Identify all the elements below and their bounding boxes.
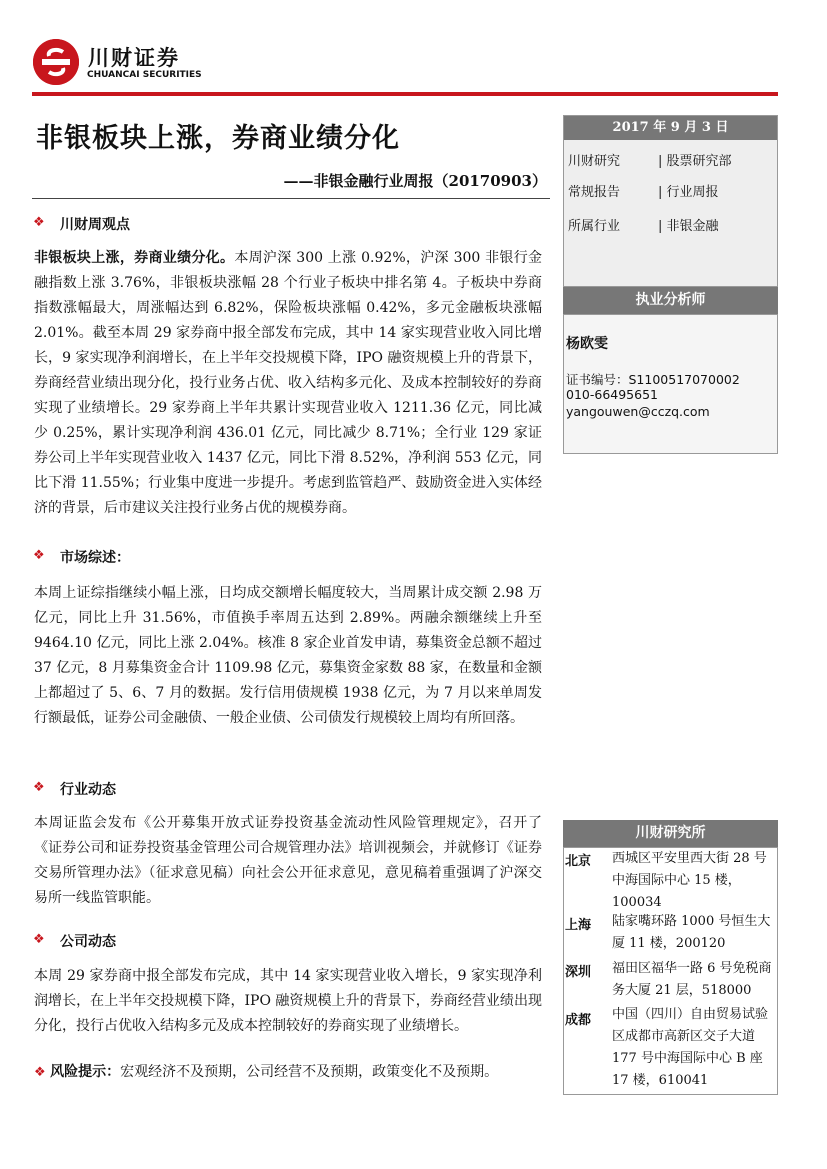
- brand-name-en: CHUANCAI SECURITIES: [87, 70, 202, 80]
- office-city: 成都: [565, 1013, 592, 1028]
- analyst-email[interactable]: yangouwen@cczq.com: [566, 404, 710, 419]
- bullet-diamond-icon: ❖: [34, 1065, 46, 1080]
- brand-name-cn: 川财证券: [88, 46, 180, 70]
- section-body: [34, 246, 542, 521]
- bullet-diamond-icon: ❖: [33, 215, 45, 230]
- section-heading: 行业动态: [60, 782, 116, 798]
- section-heading: 公司动态: [60, 934, 116, 950]
- office-address: 西城区平安里西大街 28 号中海国际中心 15 楼，100034: [612, 851, 767, 910]
- info-value: | 非银金融: [658, 219, 719, 234]
- section-heading: 川财周观点: [60, 217, 130, 233]
- section-body: 本周 29 家券商中报全部发布完成，其中 14 家实现营业收入增长，9 家实现净利润增长，在上半年交投规模下降，IPO 融资规模上升的背景下，券商经营业绩出现分化，投行占优收入结构多元及成本控制较好的券商实现了业绩增长。: [34, 968, 542, 1034]
- report-info-box: [563, 115, 778, 287]
- info-key: 常规报告: [568, 185, 621, 200]
- office-city: 上海: [565, 918, 592, 933]
- report-date: 2017 年 9 月 3 日: [564, 116, 777, 140]
- bullet-diamond-icon: ❖: [33, 548, 45, 563]
- section-lead: 非银板块上涨，券商业绩分化。: [34, 250, 235, 266]
- info-row: [568, 150, 732, 169]
- analyst-header: 执业分析师: [563, 287, 778, 314]
- section-heading: 市场综述：: [60, 550, 130, 566]
- report-title: 非银板块上涨，券商业绩分化: [36, 123, 400, 154]
- office-city: 北京: [565, 854, 592, 869]
- bullet-diamond-icon: ❖: [33, 780, 45, 795]
- office-city: 深圳: [565, 965, 592, 980]
- info-row: [568, 181, 719, 200]
- report-subtitle: ——非银金融行业周报（20170903）: [283, 172, 547, 190]
- section-body: 本周证监会发布《公开募集开放式证券投资基金流动性风险管理规定》，召开了《证券公司和证券投资基金管理公司合规管理办法》培训视频会，并就修订《证券交易所管理办法》（征求意见稿）向社会公开征求意见，意见稿着重强调了沪深交易所一线监管职能。: [34, 815, 542, 906]
- info-key: 所属行业: [568, 219, 621, 234]
- info-key: 川财研究: [568, 154, 621, 169]
- info-row: [568, 215, 719, 234]
- info-value: | 股票研究部: [658, 154, 732, 169]
- company-logo: [33, 39, 79, 85]
- info-value: | 行业周报: [658, 185, 719, 200]
- risk-text: 宏观经济不及预期，公司经营不及预期，政策变化不及预期。: [120, 1064, 499, 1080]
- institute-header: 川财研究所: [563, 820, 778, 847]
- analyst-name: 杨欧雯: [566, 336, 608, 352]
- bullet-diamond-icon: ❖: [33, 932, 45, 947]
- risk-note: [34, 1061, 554, 1081]
- title-divider: [32, 198, 550, 199]
- office-address: 陆家嘴环路 1000 号恒生大厦 11 楼，200120: [612, 914, 771, 951]
- office-address: 中国（四川）自由贸易试验区成都市高新区交子大道 177 号中海国际中心 B 座 17 楼，610041: [612, 1007, 769, 1088]
- office-address: 福田区福华一路 6 号免税商务大厦 21 层，518000: [612, 961, 772, 998]
- section-body: 本周上证综指继续小幅上涨，日均成交额增长幅度较大，当周累计成交额 2.98 万亿元，同比上升 31.56%，市值换手率周五达到 2.89%。两融余额继续上升至 9464.10 亿元，同比上涨 2.04%。核准 8 家企业首发申请，募集资金总额不超过 37 亿元，8 月募集资金合计 1109.98 亿元，募集资金家数 88 家，在数量和金额上都超过了 5、6、7 月的数据。发行信用债规模 1938 亿元，为 7 月以来单周发行额最低，证券公司金融债、一般企业债、公司债发行规模较上周均有所回落。: [34, 585, 542, 726]
- analyst-phone: 010-66495651: [566, 387, 658, 402]
- header-divider: [32, 92, 778, 96]
- analyst-cert: 证书编号：S1100517070002: [566, 372, 740, 387]
- risk-label: 风险提示：: [50, 1064, 121, 1080]
- section-text: 本周沪深 300 上涨 0.92%，沪深 300 非银行金融指数上涨 3.76%，非银板块涨幅 28 个行业子板块中排名第 4。子板块中券商指数涨幅最大，周涨幅达到 6.82%，保险板块涨幅 0.42%，多元金融板块涨幅 2.01%。截至本周 29 家券商中报全部发布完成，其中 14 家实现营业收入同比增长，9 家实现净利润增长，在上半年交投规模下降，IPO 融资规模上升的背景下，券商经营业绩出现分化，投行业务占优、收入结构多元化、及成本控制较好的券商实现了业绩增长。29 家券商上半年共累计实现营业收入 1211.36 亿元，同比减少 0.25%，累计实现净利润 436.01 亿元，同比减少 8.71%；全行业 129 家证券公司上半年实现营业收入 1437 亿元，同比下滑 8.52%，净利润 553 亿元，同比下滑 11.55%；行业集中度进一步提升。考虑到监管趋严、鼓励资金进入实体经济的背景，后市建议关注投行业务占优的规模券商。: [34, 250, 543, 516]
